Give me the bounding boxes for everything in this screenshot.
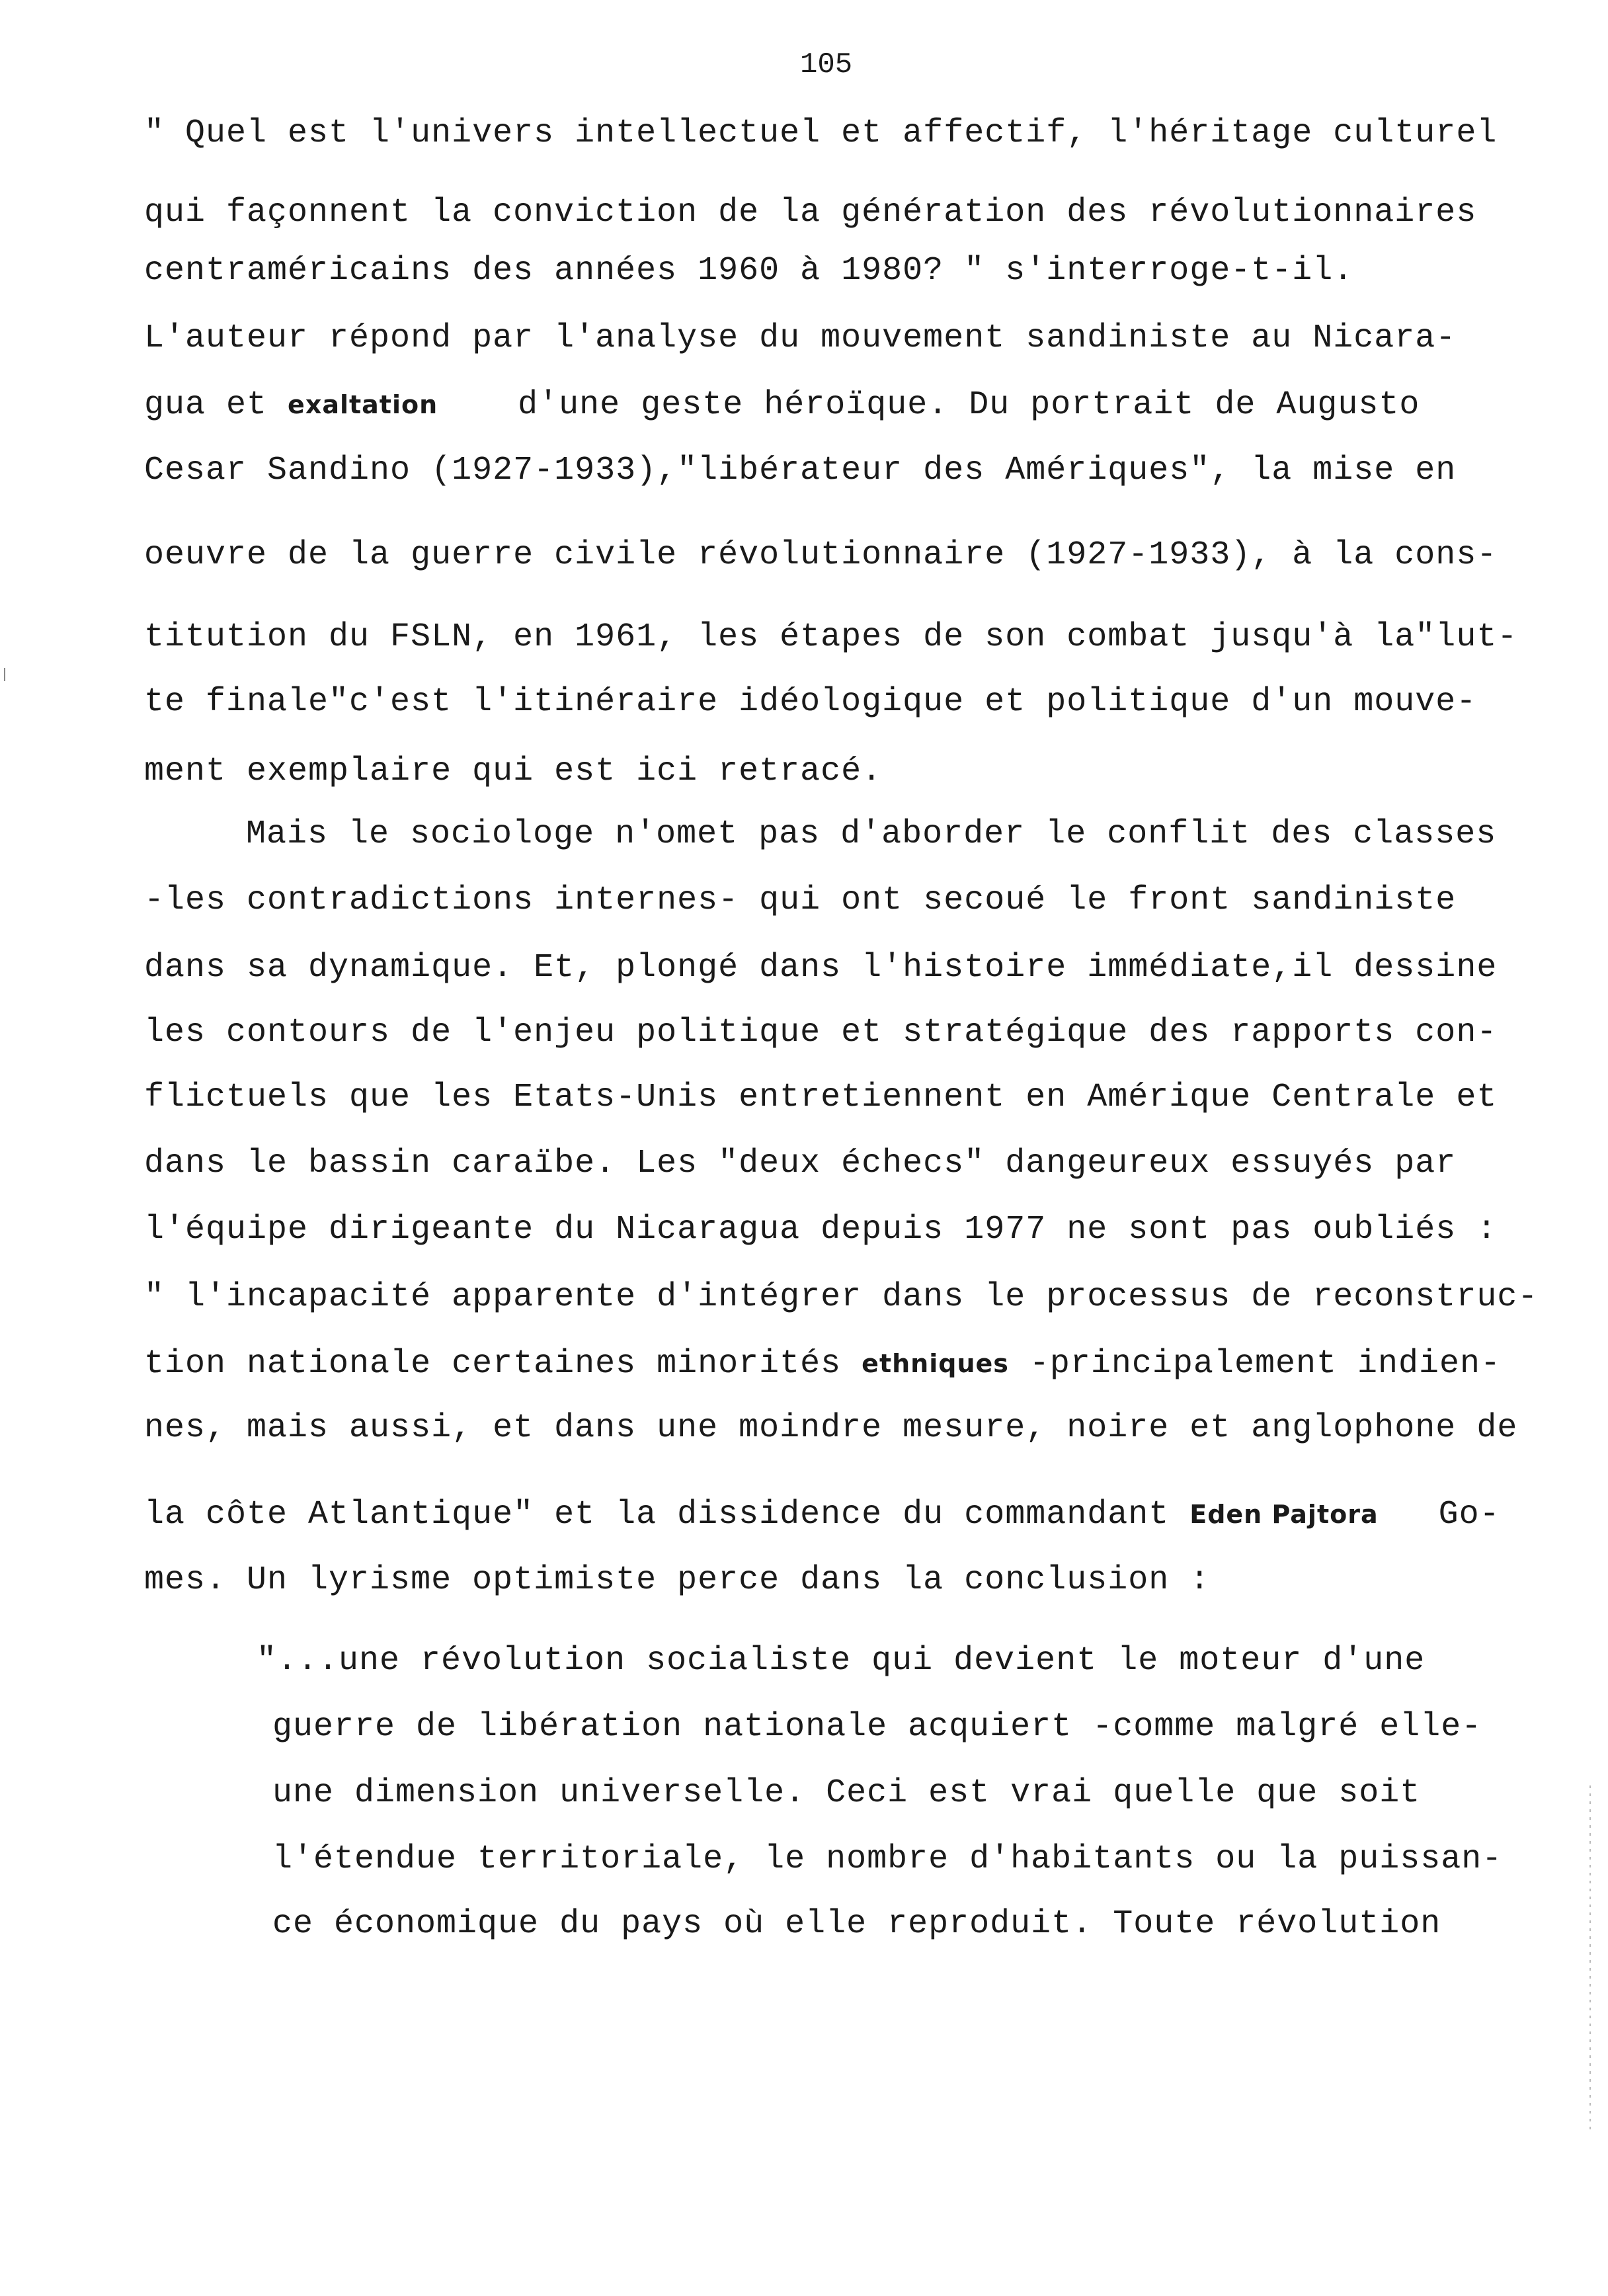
bold-word: exaltation xyxy=(288,390,438,419)
text-line: nes, mais aussi, et dans une moindre mesure, noire et anglophone de xyxy=(144,1409,1518,1447)
line-text-before: tion nationale certaines minorités xyxy=(144,1345,862,1383)
scan-edge-artifact xyxy=(1589,1785,1591,2129)
text-line: -les contradictions internes- qui ont secoué le front sandiniste xyxy=(144,882,1457,919)
quote-line: guerre de libération nationale acquiert -comme malgré elle- xyxy=(272,1708,1482,1746)
scan-artifact xyxy=(4,668,5,681)
text-line: Cesar Sandino (1927-1933),"libérateur des Amériques", la mise en xyxy=(144,452,1457,489)
text-line-with-bold xyxy=(144,1493,1500,1536)
line-text-after: Go- xyxy=(1418,1496,1500,1534)
line-text-after: d'une geste héroïque. Du portrait de Augusto xyxy=(497,386,1420,424)
bold-word: Eden Pajtora xyxy=(1189,1500,1379,1529)
text-line: qui façonnent la conviction de la génération des révolutionnaires xyxy=(144,194,1477,231)
text-line: " Quel est l'univers intellectuel et affectif, l'héritage culturel xyxy=(144,114,1498,152)
line-text-before: la côte Atlantique" et la dissidence du commandant xyxy=(144,1496,1190,1534)
page-number: 105 xyxy=(800,48,853,81)
line-text-after: -principalement indien- xyxy=(1008,1345,1502,1383)
text-line: Mais le sociologe n'omet pas d'aborder le conflit des classes xyxy=(246,815,1497,853)
quote-line: ce économique du pays où elle reproduit. Toute révolution xyxy=(272,1905,1441,1943)
quote-line: "...une révolution socialiste qui devient le moteur d'une xyxy=(257,1642,1426,1680)
text-line: oeuvre de la guerre civile révolutionnaire (1927-1933), à la cons- xyxy=(144,536,1498,574)
quote-line: l'étendue territoriale, le nombre d'habitants ou la puissan- xyxy=(272,1840,1503,1878)
text-line-with-bold xyxy=(144,1342,1501,1385)
text-line: dans le bassin caraïbe. Les "deux échecs" dangeureux essuyés par xyxy=(144,1145,1457,1182)
quote-line: une dimension universelle. Ceci est vrai quelle que soit xyxy=(272,1774,1421,1812)
line-text-before: gua et xyxy=(144,386,288,424)
text-line: te finale"c'est l'itinéraire idéologique et politique d'un mouve- xyxy=(144,683,1477,721)
text-line: mes. Un lyrisme optimiste perce dans la conclusion : xyxy=(144,1561,1211,1599)
text-line: L'auteur répond par l'analyse du mouvement sandiniste au Nicara- xyxy=(144,319,1457,357)
text-line: flictuels que les Etats-Unis entretiennent en Amérique Centrale et xyxy=(144,1079,1498,1116)
text-line: centraméricains des années 1960 à 1980? " s'interroge-t-il. xyxy=(144,252,1354,290)
text-line: ment exemplaire qui est ici retracé. xyxy=(144,753,883,790)
bold-word: ethniques xyxy=(862,1349,1009,1378)
text-line: dans sa dynamique. Et, plongé dans l'histoire immédiate,il dessine xyxy=(144,949,1498,987)
text-line-with-bold xyxy=(144,384,1420,427)
text-line: titution du FSLN, en 1961, les étapes de son combat jusqu'à la"lut- xyxy=(144,618,1518,656)
text-line: l'équipe dirigeante du Nicaragua depuis 1977 ne sont pas oubliés : xyxy=(144,1211,1498,1249)
text-line: " l'incapacité apparente d'intégrer dans le processus de reconstruc- xyxy=(144,1278,1539,1316)
text-line: les contours de l'enjeu politique et stratégique des rapports con- xyxy=(144,1014,1498,1051)
